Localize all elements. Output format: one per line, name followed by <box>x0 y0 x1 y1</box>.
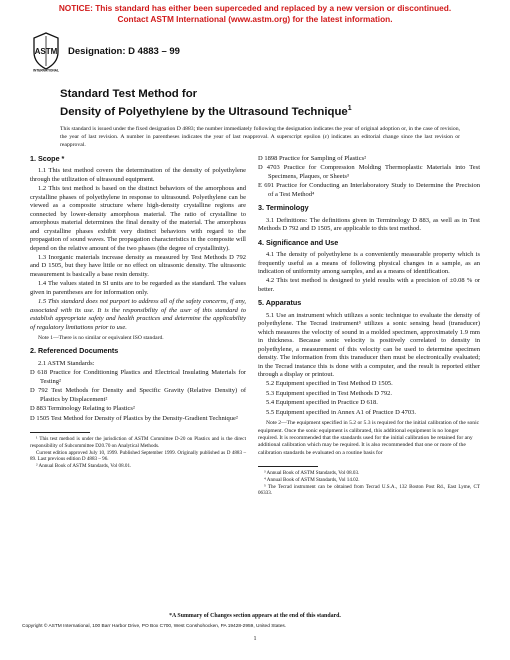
footnote-1: ¹ This test method is under the jurisdiction of ASTM Committee D-20 on Plastics and is the direct responsibility of Subcommittee D20.70 on Analytical Methods. <box>30 436 246 449</box>
page-number: 1 <box>253 636 257 642</box>
document-title <box>60 88 480 119</box>
copyright-line: Copyright © ASTM International, 100 Barr Harbor Drive, PO Box C700, West Conshohocken, PA 19428-2959, United States. <box>22 624 287 629</box>
note-1: Note 1—There is no similar or equivalent ISO standard. <box>38 335 164 342</box>
footnote-2: ² Annual Book of ASTM Standards, Vol 08.01. <box>36 462 132 469</box>
notice-line-1: NOTICE: This standard has either been superceded and replaced by a new version or discontinued. <box>58 3 452 13</box>
reference-d1898: D 1898 Practice for Sampling of Plastics² <box>258 155 367 162</box>
paragraph-3-1: 3.1 Definitions: The definitions given in Terminology D 883, as well as in Test Methods D 792 and D 1505, are applicable to this test method. <box>258 216 480 233</box>
footnote-divider-right <box>258 466 318 467</box>
section-significance-heading: 4. Significance and Use <box>258 237 339 247</box>
section-terminology-heading: 3. Terminology <box>258 203 309 213</box>
paragraph-5-3: 5.3 Equipment specified in Test Methods D 792. <box>266 389 392 397</box>
left-column <box>30 155 246 470</box>
reference-d4703: D 4703 Practice for Compression Molding Thermoplastic Materials into Test Specimens, Plaques, or Sheets³ <box>258 164 480 180</box>
paragraph-1-5: 1.5 This standard does not purport to address all of the safety concerns, if any, associated with its use. It is the responsibility of the user of this standard to establish appropriate safety and health practices and determine the applicability of regulatory limitations prior to use. <box>30 298 246 331</box>
summary-of-changes-note: *A Summary of Changes section appears at the end of this standard. <box>169 613 341 619</box>
right-column <box>258 155 480 497</box>
paragraph-5-1: 5.1 Use an instrument which utilizes a sonic technique to evaluate the density of polyethylene. The Tecrad instrument⁵ utilizes a sonic sensing head (transducer) which measures the velocity of sound in a molded specimen, approximately 1.9 mm in thickness. Because sonic velocity is positively correlated to density in polyethylene, a measurement of this velocity can be used to determine specimen density. The information from this transducer then must be electronically evaluated; in the Tecrad instance this is done with a computer, and the result is reported either through a display or printout. <box>258 311 480 378</box>
notice-line-2: Contact ASTM International (www.astm.org) for the latest information. <box>117 14 393 24</box>
svg-text:ASTM: ASTM <box>34 47 58 56</box>
note-2: Note 2—The equipment specified in 5.2 or 5.3 is required for the initial calibration of the sonic equipment. Once the sonic equipment is calibrated, this additional equipment is no longer required. It is recommended that the standards used for the initial calibration be retained for any additional calibration which may be required. It is also recommended that one or more of the calibration standards be evaluated on a routine basis for <box>258 420 480 456</box>
paragraph-4-2: 4.2 This test method is designed to yield results with a precision of ±0.08 % or better. <box>258 277 480 293</box>
paragraph-2-1: 2.1 ASTM Standards: <box>38 359 95 367</box>
paragraph-1-2: 1.2 This test method is based on the distinct behaviors of the amorphous and crystalline phases of polyethylene in response to ultrasound. Polyethylene can be viewed as a composite structure where high-density crystalline regions are connected by lower-density amorphous material. The ratio of crystalline to amorphous material determines the final density of the material. The amorphous and crystalline phases exhibit very distinct behaviors with regard to the propagation of sound waves. The propagation characteristics in the composite will depend on the relative amount of the two phases (the degree of crystallinity). <box>30 185 246 252</box>
svg-text:INTERNATIONAL: INTERNATIONAL <box>33 68 59 72</box>
reference-d1505: D 1505 Test Method for Density of Plastics by the Density-Gradient Technique² <box>30 414 238 422</box>
astm-logo <box>31 32 61 72</box>
supersession-notice <box>0 3 510 25</box>
paragraph-1-1: 1.1 This test method covers the determination of the density of polyethylene through the utilization of ultrasound equipment. <box>30 167 246 183</box>
footnote-divider <box>30 432 90 433</box>
section-scope-heading: 1. Scope * <box>30 154 65 163</box>
title-line-2: Density of Polyethylene by the Ultrasound Technique$^1$ <box>60 104 352 118</box>
paragraph-5-2: 5.2 Equipment specified in Test Method D 1505. <box>266 380 393 388</box>
paragraph-5-4: 5.4 Equipment specified in Practice D 618. <box>266 399 378 407</box>
paragraph-5-5: 5.5 Equipment specified in Annex A1 of Practice D 4703. <box>266 408 417 416</box>
section-apparatus-heading: 5. Apparatus <box>258 298 302 308</box>
footnote-4: ⁴ Annual Book of ASTM Standards, Vol 14.02. <box>264 476 360 483</box>
section-referenced-documents-heading: 2. Referenced Documents <box>30 346 119 356</box>
footnote-1-edition: Current edition approved July 10, 1999. Published September 1999. Originally published as D 4883 – 89. Last previous edition D 4883 – 96. <box>30 449 246 463</box>
paragraph-4-1: 4.1 The density of polyethylene is a conveniently measurable property which is frequently useful as a means of following physical changes in a sample, as an indication of uniformity among samples, and as a means of identification. <box>258 251 480 275</box>
title-line-1: Standard Test Method for <box>60 88 198 100</box>
designation: Designation: D 4883 – 99 <box>68 46 180 57</box>
footnote-3: ³ Annual Book of ASTM Standards, Vol 08.03. <box>264 470 360 477</box>
footnote-5: ⁵ The Tecrad instrument can be obtained from Tecrad U.S.A., 132 Boston Post Rd., East Lyme, CT 06333. <box>258 483 480 497</box>
paragraph-1-4: 1.4 The values stated in SI units are to be regarded as the standard. The values given in parentheses are for information only. <box>30 280 246 296</box>
paragraph-1-3: 1.3 Inorganic materials increase density as measured by Test Methods D 792 and D 1505, but they have little or no effect on ultrasonic density. The ultrasonic measurement is basically a base resin density. <box>30 253 246 278</box>
reference-d618: D 618 Practice for Conditioning Plastics and Electrical Insulating Materials for Testing² <box>30 369 246 385</box>
reference-d883: D 883 Terminology Relating to Plastics² <box>30 405 135 413</box>
reference-e691: E 691 Practice for Conducting an Interlaboratory Study to Determine the Precision of a Test Method⁴ <box>258 182 480 198</box>
reference-d792: D 792 Test Methods for Density and Specific Gravity (Relative Density) of Plastics by Displacement² <box>30 387 246 403</box>
issuance-statement: This standard is issued under the fixed designation D 4883; the number immediately following the designation indicates the year of original adoption or, in the case of revision, the year of last revision. A number in parentheses indicates the year of last reapproval. A superscript epsilon (ε) indicates an editorial change since the last revision or reapproval. <box>60 126 460 148</box>
